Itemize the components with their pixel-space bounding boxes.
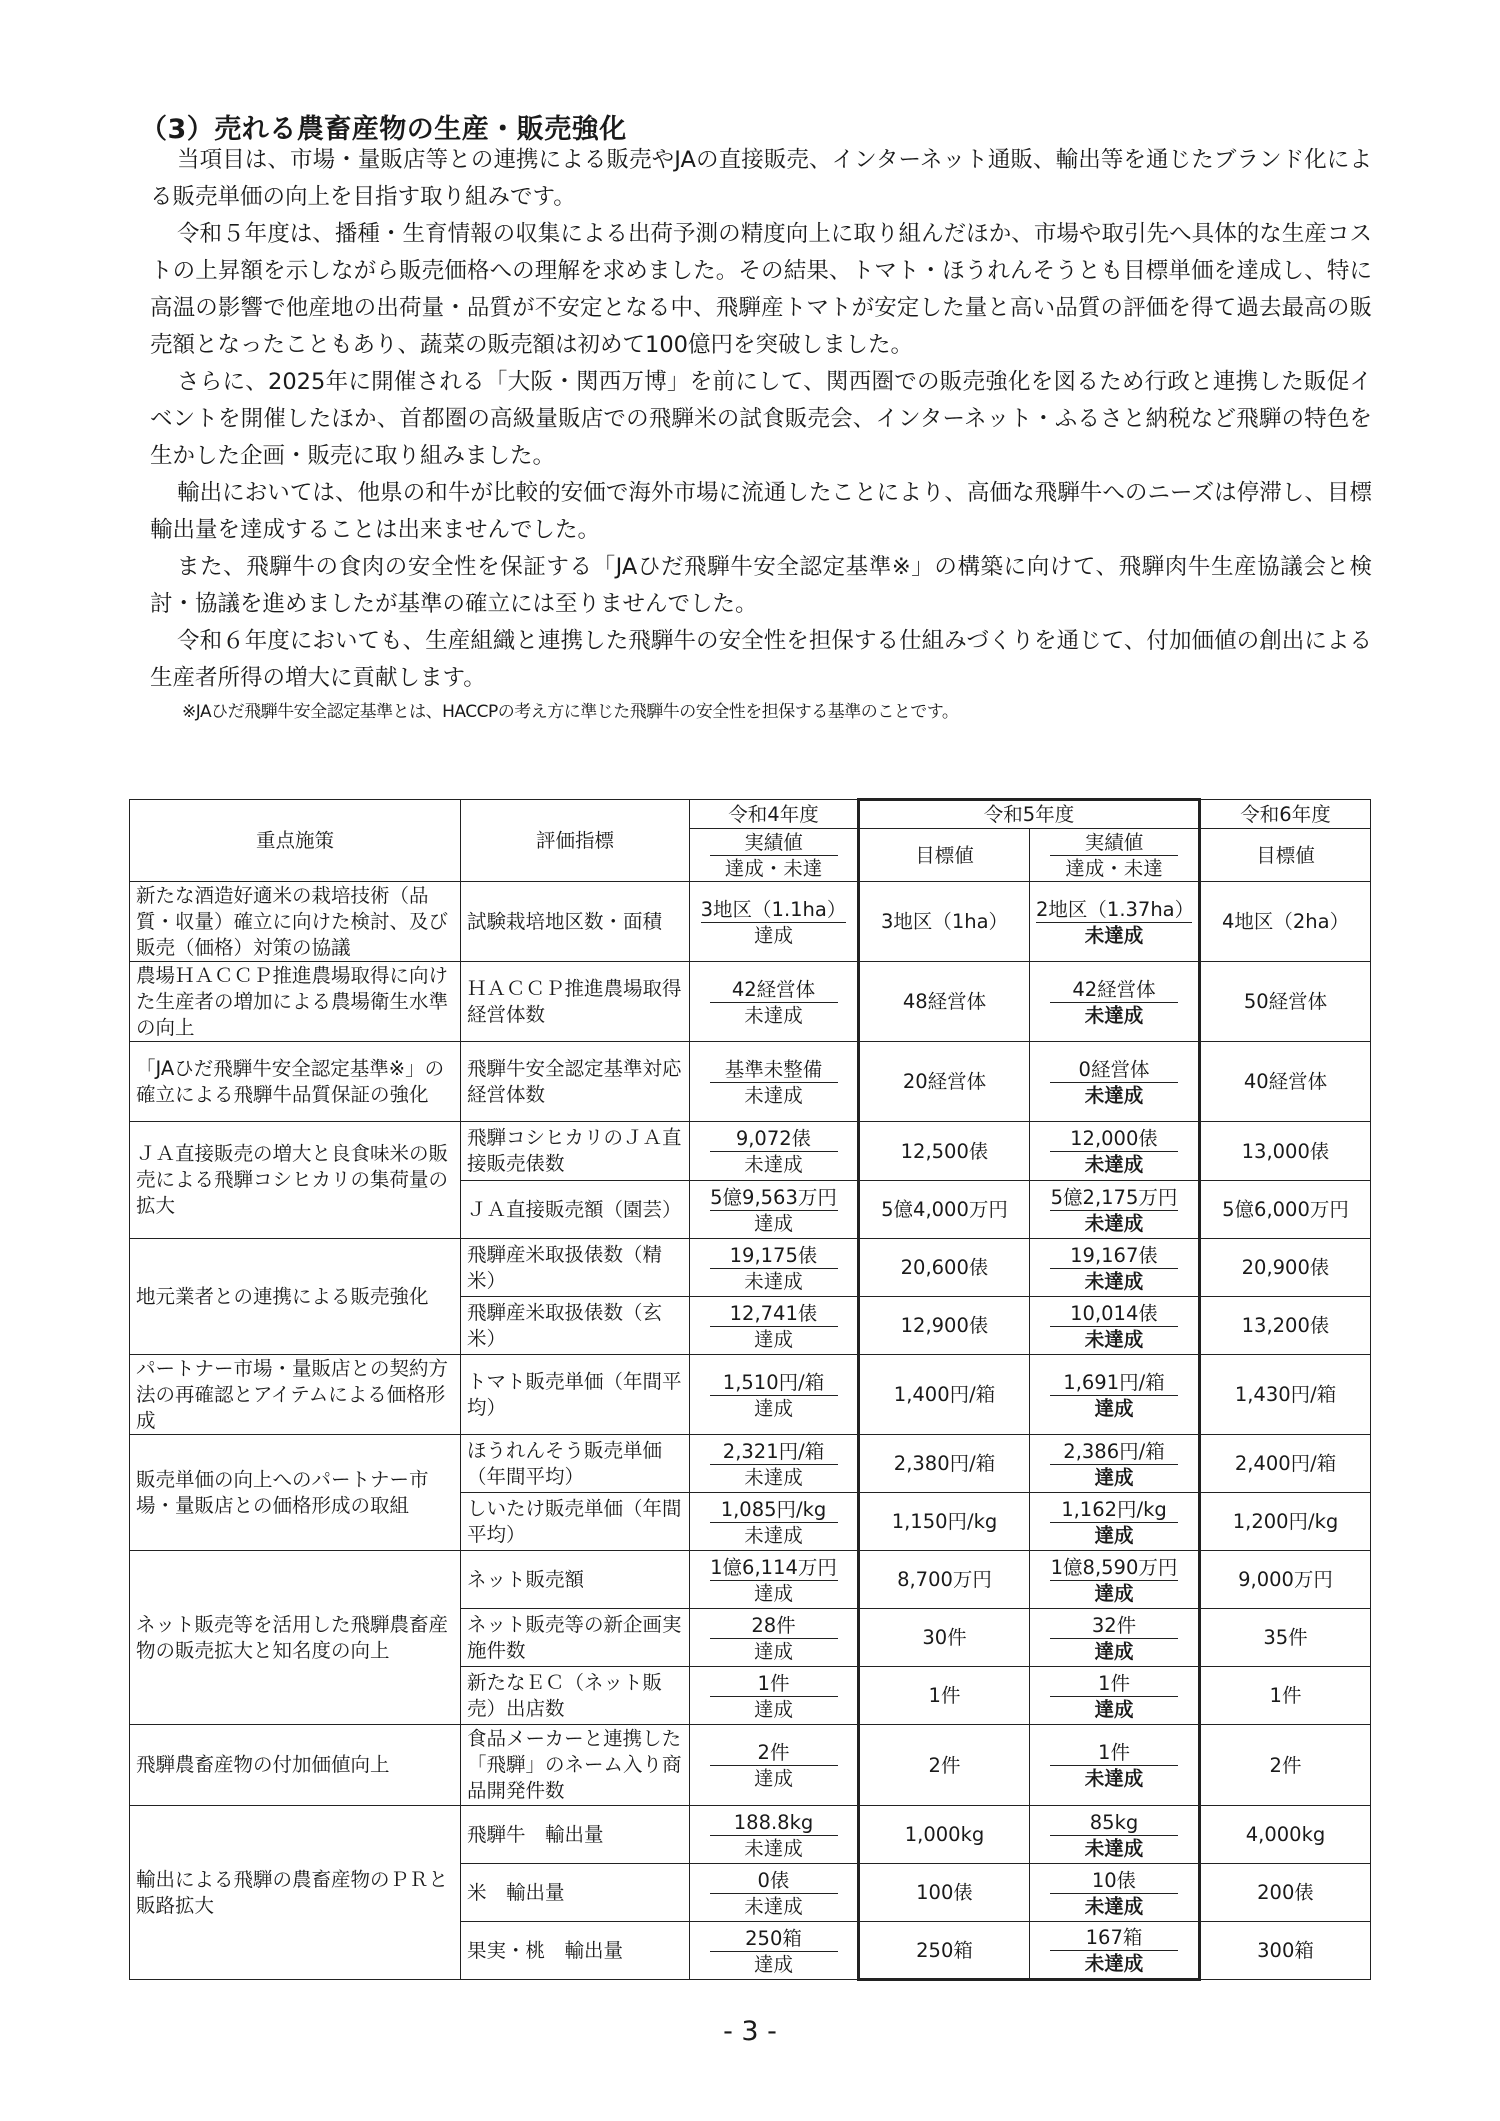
- r5-target-cell: 1,150円/kg: [859, 1493, 1030, 1551]
- r4-actual-cell: [690, 1355, 859, 1435]
- r5-status: 未達成: [1084, 1269, 1144, 1293]
- paragraph: 当項目は、市場・量販店等との連携による販売やJAの直接販売、インターネット通販、輸出等を通じたブランド化による販売単価の向上を目指す取り組みです。: [150, 147, 1372, 210]
- r5-status: 達成: [1094, 1465, 1134, 1489]
- indicator-cell: トマト販売単価（年間平均）: [461, 1355, 690, 1435]
- r5-status: 達成: [1094, 1639, 1134, 1663]
- indicator-cell: ＪＡ直接販売額（園芸）: [461, 1181, 690, 1239]
- r4-actual-cell: [690, 1493, 859, 1551]
- r5-actual-cell: [1030, 1297, 1200, 1355]
- measure-cell: 「JAひだ飛騨牛安全認定基準※」の確立による飛騨牛品質保証の強化: [130, 1042, 461, 1122]
- r4-status: 達成: [753, 1697, 793, 1721]
- indicator-cell: 試験栽培地区数・面積: [461, 882, 690, 962]
- r4-value: 0俵: [710, 1868, 838, 1894]
- r6-target-cell: 1,430円/箱: [1200, 1355, 1371, 1435]
- indicator-cell: 飛騨牛安全認定基準対応経営体数: [461, 1042, 690, 1122]
- r5-target-cell: 30件: [859, 1609, 1030, 1667]
- r5-status: 未達成: [1084, 1211, 1144, 1235]
- indicator-cell: 飛騨産米取扱俵数（精米）: [461, 1239, 690, 1297]
- r5-target-cell: 5億4,000万円: [859, 1181, 1030, 1239]
- indicator-cell: 飛騨コシヒカリのＪＡ直接販売俵数: [461, 1122, 690, 1181]
- r5-status: 達成: [1094, 1581, 1134, 1605]
- paragraph: また、飛騨牛の食肉の安全性を保証する「JAひだ飛騨牛安全認定基準※」の構築に向けて、飛騨肉牛生産協議会と検討・協議を進めましたが基準の確立には至りませんでした。: [150, 554, 1372, 617]
- table-row: [130, 882, 1371, 962]
- r4-actual-cell: [690, 1297, 859, 1355]
- header-achieve-label: 達成・未達: [724, 857, 823, 880]
- r5-actual-cell: [1030, 1609, 1200, 1667]
- r5-target-cell: 100俵: [859, 1864, 1030, 1922]
- r6-target-cell: 4地区（2ha）: [1200, 882, 1371, 962]
- r5-value: 19,167俵: [1050, 1243, 1178, 1269]
- paragraph: 令和６年度においても、生産組織と連携した飛騨牛の安全性を担保する仕組みづくりを通じて、付加価値の創出による生産者所得の増大に貢献します。: [150, 628, 1372, 691]
- r4-status: 未達成: [744, 1894, 803, 1918]
- r4-value: 1,085円/kg: [710, 1497, 838, 1523]
- r5-value: 2地区（1.37ha）: [1036, 897, 1195, 921]
- r5-value: 32件: [1050, 1613, 1178, 1639]
- r5-target-cell: 1,000kg: [859, 1806, 1030, 1864]
- r5-status: 未達成: [1084, 1083, 1144, 1107]
- r4-value: 3地区（1.1ha）: [700, 897, 847, 921]
- indicator-cell: 食品メーカーと連携した「飛騨」のネーム入り商品開発件数: [461, 1725, 690, 1806]
- table-row: [130, 1725, 1371, 1806]
- r5-value: 85kg: [1050, 1810, 1178, 1836]
- table-row: [130, 1806, 1371, 1864]
- r5-actual-cell: [1030, 1355, 1200, 1435]
- r4-status: 未達成: [744, 1083, 803, 1107]
- indicator-cell: しいたけ販売単価（年間平均）: [461, 1493, 690, 1551]
- table-row: [130, 1435, 1371, 1493]
- header-actual-label: 実績値: [1050, 830, 1178, 856]
- r5-actual-cell: [1030, 962, 1200, 1042]
- indicator-cell: ネット販売額: [461, 1551, 690, 1609]
- r5-target-cell: 12,900俵: [859, 1297, 1030, 1355]
- r5-value: 10俵: [1050, 1868, 1178, 1894]
- indicator-cell: ネット販売等の新企画実施件数: [461, 1609, 690, 1667]
- r5-status: 未達成: [1084, 1003, 1144, 1027]
- r4-actual-cell: [690, 1122, 859, 1181]
- r5-status: 達成: [1094, 1396, 1134, 1420]
- r6-target-cell: 50経営体: [1200, 962, 1371, 1042]
- r4-status: 達成: [753, 1952, 793, 1976]
- r4-actual-cell: [690, 1551, 859, 1609]
- r5-actual-cell: [1030, 1493, 1200, 1551]
- r5-value: 1件: [1050, 1740, 1178, 1766]
- r6-target-cell: 2件: [1200, 1725, 1371, 1806]
- r4-value: 1億6,114万円: [710, 1555, 837, 1579]
- page-number: - 3 -: [723, 2016, 777, 2047]
- measure-cell: 農場ＨＡＣＣＰ推進農場取得に向けた生産者の増加による農場衛生水準の向上: [130, 962, 461, 1042]
- r5-value: 0経営体: [1050, 1057, 1178, 1083]
- header-r6-target: 目標値: [1200, 829, 1371, 882]
- r4-actual-cell: [690, 1435, 859, 1493]
- r5-status: 未達成: [1084, 1952, 1144, 1975]
- measure-cell: 輸出による飛騨の農畜産物のＰＲと販路拡大: [130, 1806, 461, 1980]
- r5-actual-cell: [1030, 1922, 1200, 1980]
- r5-target-cell: 250箱: [859, 1922, 1030, 1980]
- r4-status: 未達成: [744, 1523, 803, 1547]
- header-measure: 重点施策: [130, 800, 461, 882]
- r5-value: 42経営体: [1050, 977, 1178, 1003]
- paragraph: 令和５年度は、播種・生育情報の収集による出荷予測の精度向上に取り組んだほか、市場や取引先へ具体的な生産コストの上昇額を示しながら販売価格への理解を求めました。その結果、トマト・ほうれんそうとも目標単価を達成し、特に高温の影響で他産地の出荷量・品質が不安定となる中、飛騨産トマトが安定した量と高い品質の評価を得て過去最高の販売額となったこともあり、蔬菜の販売額は初めて100億円を突破しました。: [150, 221, 1372, 358]
- r5-value: 10,014俵: [1050, 1301, 1178, 1327]
- section-heading: （3）売れる農畜産物の生産・販売強化: [140, 114, 627, 145]
- r4-value: 42経営体: [710, 977, 838, 1003]
- r5-value: 1,162円/kg: [1050, 1497, 1178, 1523]
- r5-actual-cell: [1030, 1122, 1200, 1181]
- r4-value: 2,321円/箱: [710, 1439, 838, 1465]
- r4-actual-cell: [690, 962, 859, 1042]
- measure-cell: パートナー市場・量販店との契約方法の再確認とアイテムによる価格形成: [130, 1355, 461, 1435]
- r4-actual-cell: [690, 1181, 859, 1239]
- r6-target-cell: 1,200円/kg: [1200, 1493, 1371, 1551]
- r5-actual-cell: [1030, 1181, 1200, 1239]
- r5-value: 5億2,175万円: [1050, 1185, 1178, 1209]
- r4-actual-cell: [690, 1667, 859, 1725]
- r6-target-cell: 13,000俵: [1200, 1122, 1371, 1181]
- header-r5-actual: [1030, 829, 1200, 882]
- r5-status: 未達成: [1084, 1836, 1144, 1860]
- r5-actual-cell: [1030, 1551, 1200, 1609]
- r5-actual-cell: [1030, 1806, 1200, 1864]
- r5-target-cell: 1,400円/箱: [859, 1355, 1030, 1435]
- r5-value: 167箱: [1050, 1925, 1178, 1951]
- r4-actual-cell: [690, 882, 859, 962]
- table-body: [130, 800, 1371, 1980]
- r6-target-cell: 300箱: [1200, 1922, 1371, 1980]
- r6-target-cell: 4,000kg: [1200, 1806, 1371, 1864]
- r4-actual-cell: [690, 1239, 859, 1297]
- r5-actual-cell: [1030, 1435, 1200, 1493]
- indicator-cell: ＨＡＣＣＰ推進農場取得経営体数: [461, 962, 690, 1042]
- r4-value: 基準未整備: [710, 1057, 838, 1083]
- header-r5-target: 目標値: [859, 829, 1030, 882]
- r5-status: 達成: [1094, 1523, 1134, 1547]
- evaluation-table: [129, 798, 1371, 1981]
- table-header-row: [130, 800, 1371, 829]
- header-r4: 令和4年度: [690, 800, 859, 829]
- r5-target-cell: 3地区（1ha）: [859, 882, 1030, 962]
- r6-target-cell: 2,400円/箱: [1200, 1435, 1371, 1493]
- footnote: ※JAひだ飛騨牛安全認定基準とは、HACCPの考え方に準じた飛騨牛の安全性を担保する基準のことです。: [182, 702, 959, 722]
- r5-target-cell: 1件: [859, 1667, 1030, 1725]
- r4-value: 1件: [710, 1671, 838, 1697]
- measure-cell: 地元業者との連携による販売強化: [130, 1239, 461, 1355]
- r5-value: 1件: [1050, 1671, 1178, 1697]
- r6-target-cell: 20,900俵: [1200, 1239, 1371, 1297]
- r6-target-cell: 40経営体: [1200, 1042, 1371, 1122]
- r5-value: 1億8,590万円: [1050, 1555, 1178, 1579]
- measure-cell: ネット販売等を活用した飛騨農畜産物の販売拡大と知名度の向上: [130, 1551, 461, 1725]
- r5-status: 未達成: [1084, 1153, 1144, 1176]
- r6-target-cell: 35件: [1200, 1609, 1371, 1667]
- r4-status: 未達成: [744, 1003, 803, 1027]
- r4-status: 達成: [753, 923, 793, 947]
- r5-target-cell: 20経営体: [859, 1042, 1030, 1122]
- r6-target-cell: 200俵: [1200, 1864, 1371, 1922]
- r5-status: 未達成: [1084, 1767, 1144, 1790]
- r4-status: 達成: [753, 1211, 793, 1235]
- indicator-cell: ほうれんそう販売単価（年間平均）: [461, 1435, 690, 1493]
- r5-status: 未達成: [1084, 1327, 1144, 1351]
- header-achieve-label: 達成・未達: [1065, 857, 1163, 880]
- indicator-cell: 飛騨牛 輸出量: [461, 1806, 690, 1864]
- table-row: [130, 1122, 1371, 1181]
- indicator-cell: 飛騨産米取扱俵数（玄米）: [461, 1297, 690, 1355]
- table-row: [130, 1355, 1371, 1435]
- r4-value: 250箱: [710, 1926, 838, 1952]
- header-actual-label: 実績値: [710, 830, 838, 856]
- header-r6: 令和6年度: [1200, 800, 1371, 829]
- r4-status: 未達成: [744, 1153, 803, 1176]
- r4-actual-cell: [690, 1042, 859, 1122]
- body-text: [150, 142, 1372, 697]
- r5-actual-cell: [1030, 1725, 1200, 1806]
- indicator-cell: 新たなＥＣ（ネット販売）出店数: [461, 1667, 690, 1725]
- r5-target-cell: 20,600俵: [859, 1239, 1030, 1297]
- r4-status: 未達成: [744, 1836, 803, 1860]
- r4-actual-cell: [690, 1806, 859, 1864]
- header-r4-actual: [690, 829, 859, 882]
- r5-status: 達成: [1094, 1697, 1134, 1721]
- table-row: [130, 1551, 1371, 1609]
- indicator-cell: 果実・桃 輸出量: [461, 1922, 690, 1980]
- r4-value: 1,510円/箱: [710, 1370, 838, 1396]
- r4-value: 2件: [710, 1740, 838, 1766]
- r4-actual-cell: [690, 1922, 859, 1980]
- paragraph: 輸出においては、他県の和牛が比較的安価で海外市場に流通したことにより、高価な飛騨牛へのニーズは停滞し、目標輸出量を達成することは出来ませんでした。: [150, 480, 1372, 543]
- r5-actual-cell: [1030, 882, 1200, 962]
- r4-status: 達成: [753, 1639, 793, 1663]
- r4-value: 188.8kg: [710, 1810, 838, 1836]
- r5-value: 2,386円/箱: [1050, 1439, 1178, 1465]
- r4-status: 達成: [753, 1396, 793, 1420]
- table-row: [130, 1239, 1371, 1297]
- r5-value: 1,691円/箱: [1050, 1370, 1178, 1396]
- measure-cell: 販売単価の向上へのパートナー市場・量販店との価格形成の取組: [130, 1435, 461, 1551]
- r6-target-cell: 13,200俵: [1200, 1297, 1371, 1355]
- r5-actual-cell: [1030, 1864, 1200, 1922]
- paragraph: さらに、2025年に開催される「大阪・関西万博」を前にして、関西圏での販売強化を図るため行政と連携した販促イベントを開催したほか、首都圏の高級量販店での飛騨米の試食販売会、インターネット・ふるさと納税など飛騨の特色を生かした企画・販売に取り組みました。: [150, 369, 1372, 469]
- r4-status: 達成: [753, 1767, 793, 1790]
- r4-value: 12,741俵: [710, 1301, 838, 1327]
- r5-target-cell: 2件: [859, 1725, 1030, 1806]
- r5-value: 12,000俵: [1050, 1126, 1178, 1152]
- r4-value: 19,175俵: [710, 1243, 838, 1269]
- table-row: [130, 1042, 1371, 1122]
- r4-status: 未達成: [744, 1465, 803, 1489]
- header-r5: 令和5年度: [859, 800, 1200, 829]
- r5-target-cell: 8,700万円: [859, 1551, 1030, 1609]
- indicator-cell: 米 輸出量: [461, 1864, 690, 1922]
- r4-actual-cell: [690, 1864, 859, 1922]
- r5-status: 未達成: [1084, 923, 1144, 947]
- r4-status: 未達成: [744, 1269, 803, 1293]
- r5-actual-cell: [1030, 1239, 1200, 1297]
- r5-status: 未達成: [1084, 1894, 1144, 1918]
- r5-actual-cell: [1030, 1042, 1200, 1122]
- r6-target-cell: 9,000万円: [1200, 1551, 1371, 1609]
- measure-cell: ＪＡ直接販売の増大と良食味米の販売による飛騨コシヒカリの集荷量の拡大: [130, 1122, 461, 1239]
- r4-status: 達成: [753, 1327, 793, 1351]
- r5-target-cell: 2,380円/箱: [859, 1435, 1030, 1493]
- r4-value: 5億9,563万円: [710, 1185, 837, 1209]
- table-row: [130, 962, 1371, 1042]
- r4-status: 達成: [753, 1581, 793, 1605]
- r4-value: 28件: [710, 1613, 838, 1639]
- r5-target-cell: 48経営体: [859, 962, 1030, 1042]
- measure-cell: 新たな酒造好適米の栽培技術（品質・収量）確立に向けた検討、及び販売（価格）対策の協議: [130, 882, 461, 962]
- r4-actual-cell: [690, 1725, 859, 1806]
- measure-cell: 飛騨農畜産物の付加価値向上: [130, 1725, 461, 1806]
- r5-target-cell: 12,500俵: [859, 1122, 1030, 1181]
- r4-actual-cell: [690, 1609, 859, 1667]
- r5-actual-cell: [1030, 1667, 1200, 1725]
- header-indicator: 評価指標: [461, 800, 690, 882]
- r4-value: 9,072俵: [710, 1126, 838, 1152]
- r6-target-cell: 1件: [1200, 1667, 1371, 1725]
- r6-target-cell: 5億6,000万円: [1200, 1181, 1371, 1239]
